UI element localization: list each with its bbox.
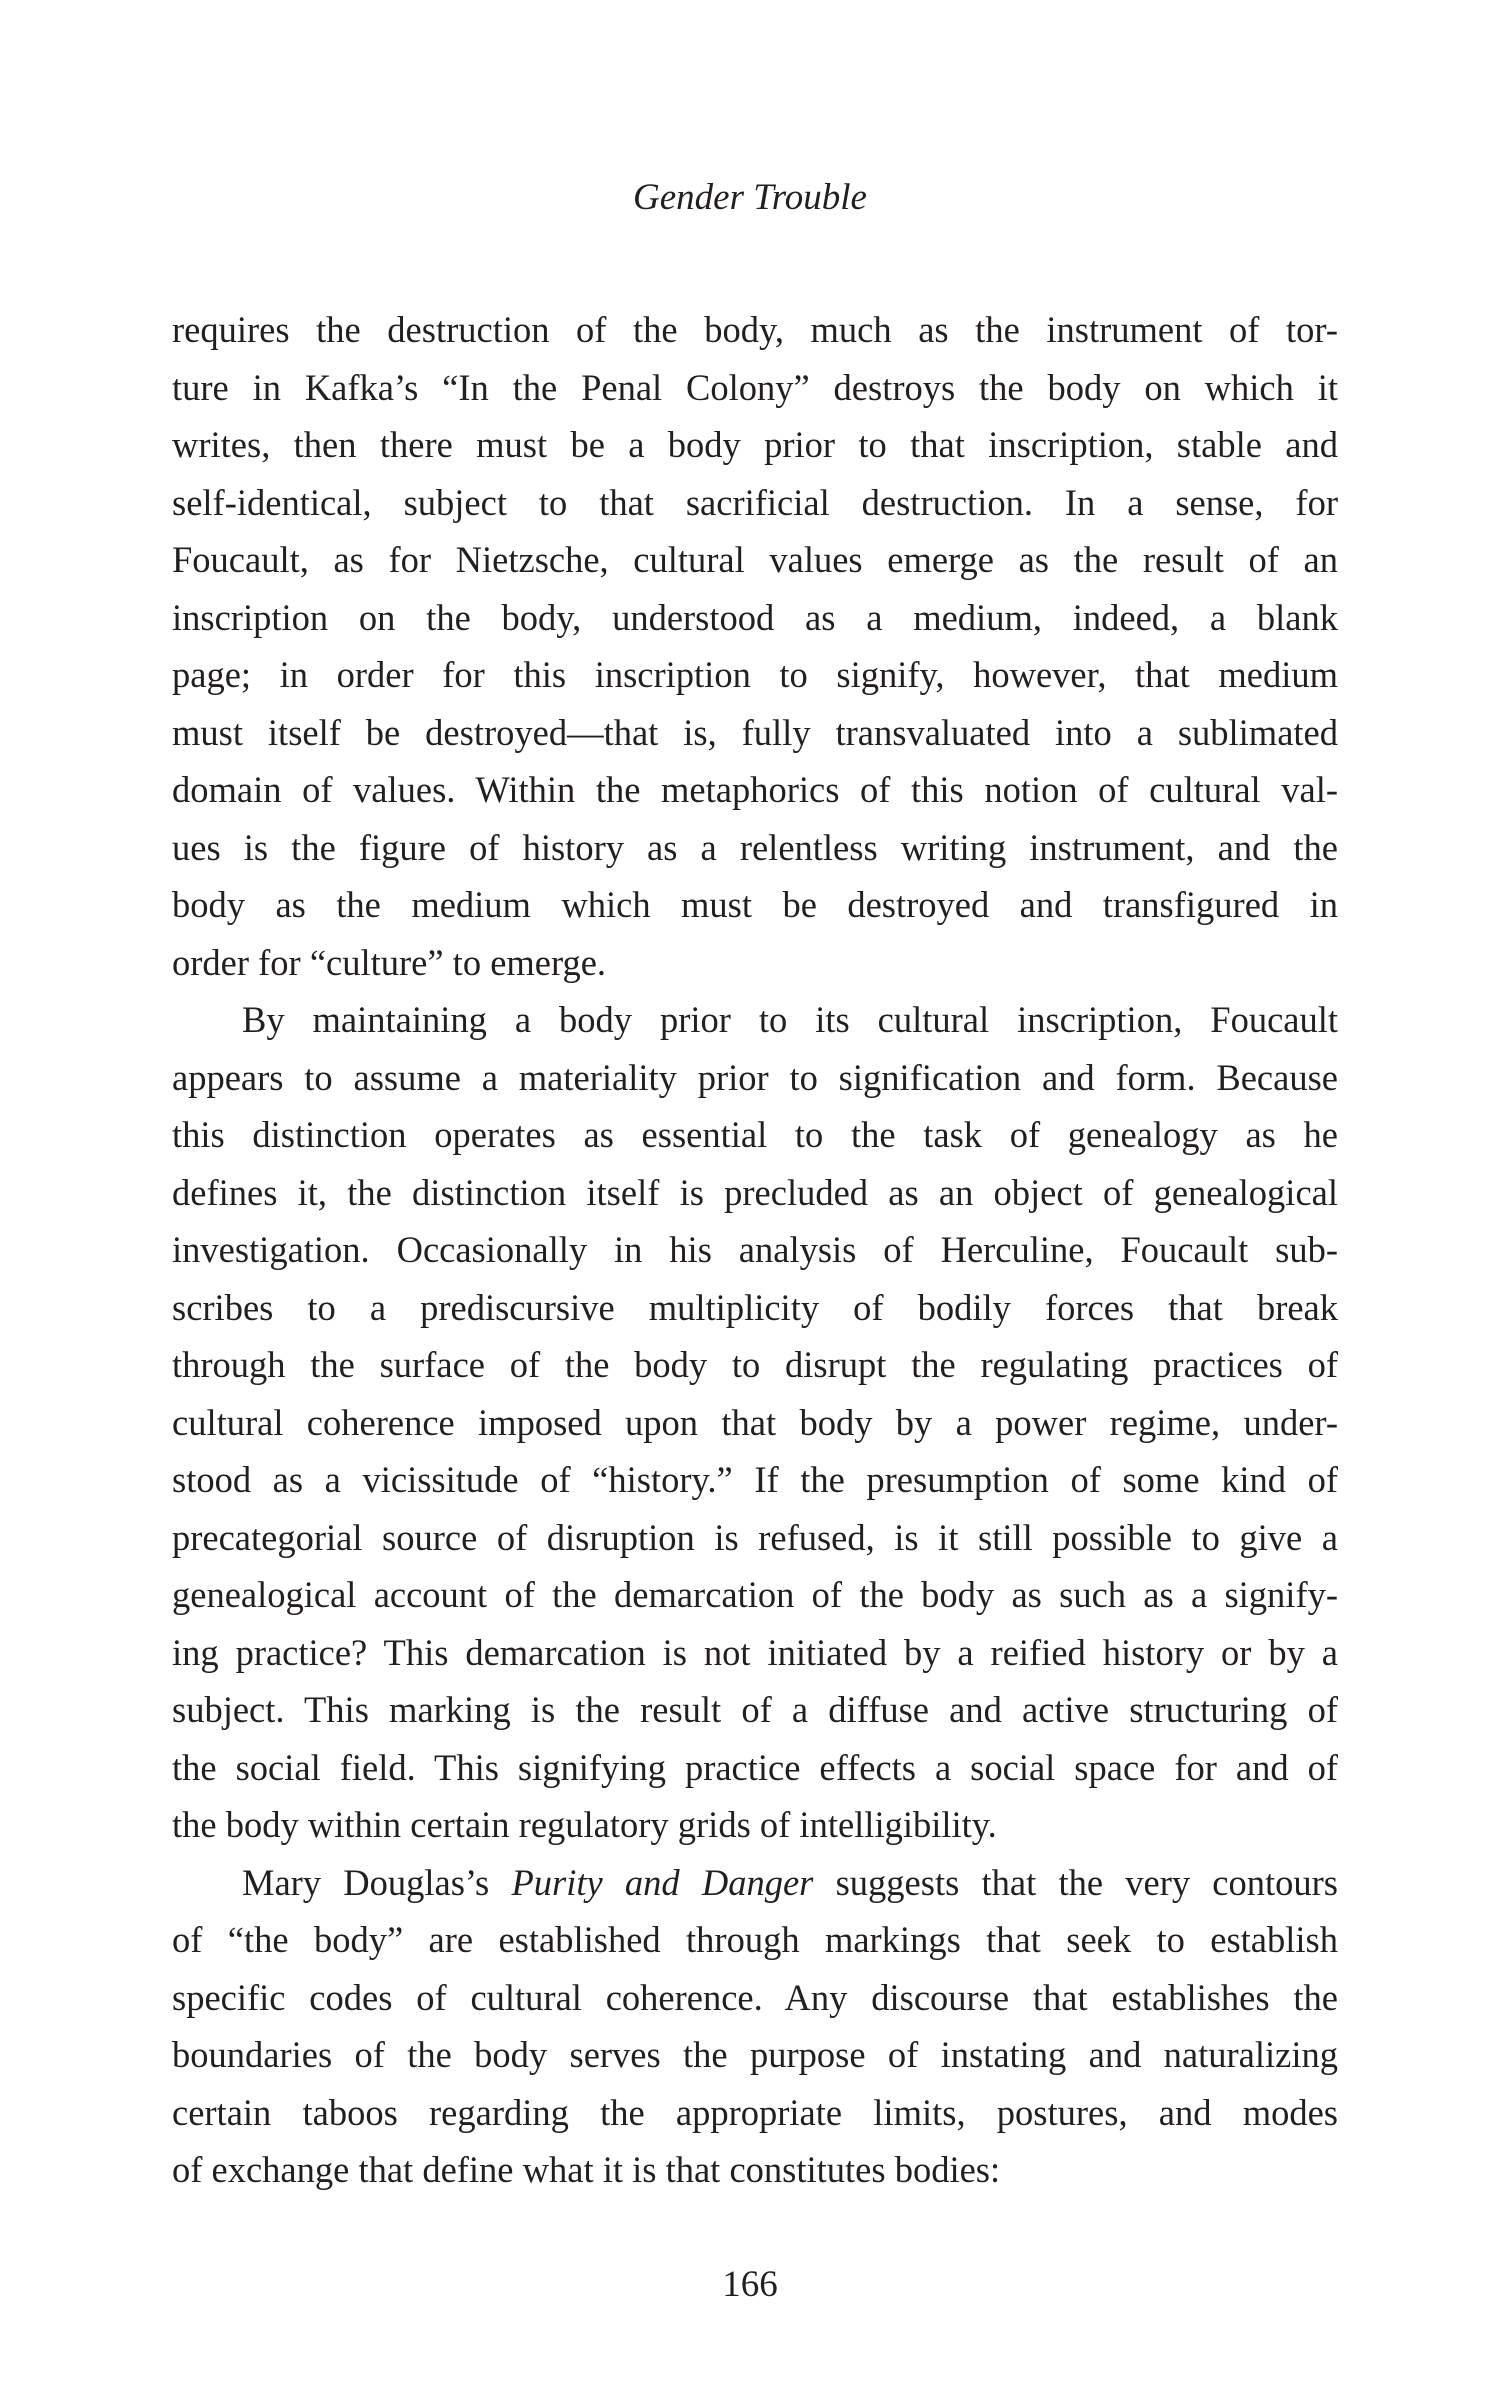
text-line: requires the destruction of the body, much as the instrument of tor- xyxy=(172,309,1338,350)
text-line: cultural coherence imposed upon that body by a power regime, under- xyxy=(172,1401,1338,1443)
text-line: the body within certain regulatory grids of intelligibility. xyxy=(172,1804,997,1845)
text-line: ues is the figure of history as a relentless writing instrument, and the xyxy=(172,826,1338,868)
text-line: boundaries of the body serves the purpose of instating and naturalizing xyxy=(172,2034,1338,2075)
text-line: this distinction operates as essential to the task of genealogy as he xyxy=(172,1114,1338,1155)
text-line: investigation. Occasionally in his analysis of Herculine, Foucault sub- xyxy=(172,1229,1338,1270)
text-line: of “the body” are established through markings that seek to establish xyxy=(172,1919,1338,1960)
text-line: domain of values. Within the metaphorics of this notion of cultural val- xyxy=(172,769,1338,810)
text-line: Foucault, as for Nietzsche, cultural values emerge as the result of an xyxy=(172,539,1338,580)
text-line: through the surface of the body to disrupt the regulating practices of xyxy=(172,1344,1338,1385)
paragraph-2 xyxy=(172,991,1338,1854)
text-line: inscription on the body, understood as a medium, indeed, a blank xyxy=(172,596,1338,638)
text-line: specific codes of cultural coherence. Any discourse that establishes the xyxy=(172,1976,1338,2018)
running-head: Gender Trouble xyxy=(633,177,867,218)
text-line: subject. This marking is the result of a diffuse and active structuring of xyxy=(172,1689,1338,1730)
text-line: precategorial source of disruption is refused, is it still possible to give a xyxy=(172,1516,1338,1558)
page-number: 166 xyxy=(722,2264,778,2305)
text-line xyxy=(172,1854,1338,1912)
text-line: page; in order for this inscription to signify, however, that medium xyxy=(172,654,1338,695)
body-text xyxy=(172,301,1338,2199)
text-line: certain taboos regarding the appropriate limits, postures, and modes xyxy=(172,2091,1338,2133)
text-line: body as the medium which must be destroyed and transfigured in xyxy=(172,884,1338,925)
paragraph-1 xyxy=(172,301,1338,991)
text-line: must itself be destroyed—that is, fully transvaluated into a sublimated xyxy=(172,711,1338,753)
text-line: writes, then there must be a body prior to that inscription, stable and xyxy=(172,424,1338,465)
text-line: ing practice? This demarcation is not initiated by a reified history or by a xyxy=(172,1631,1338,1673)
text-line: defines it, the distinction itself is precluded as an object of genealogical xyxy=(172,1171,1338,1213)
text-line: scribes to a prediscursive multiplicity of bodily forces that break xyxy=(172,1286,1338,1328)
text-line: By maintaining a body prior to its cultural inscription, Foucault xyxy=(242,999,1338,1040)
text-line: order for “culture” to emerge. xyxy=(172,941,607,983)
text-run: suggests that the very contours xyxy=(813,1861,1338,1903)
text-line: the social field. This signifying practice effects a social space for and of xyxy=(172,1746,1338,1788)
text-line: ture in Kafka’s “In the Penal Colony” destroys the body on which it xyxy=(172,366,1338,408)
paragraph-3 xyxy=(172,1854,1338,2199)
text-line: stood as a vicissitude of “history.” If the presumption of some kind of xyxy=(172,1459,1338,1500)
text-line: appears to assume a materiality prior to signification and form. Because xyxy=(172,1056,1338,1098)
text-line: genealogical account of the demarcation of the body as such as a signify- xyxy=(172,1574,1338,1615)
book-title: Purity and Danger xyxy=(511,1861,814,1903)
text-run: Mary Douglas’s xyxy=(242,1861,512,1903)
text-line: of exchange that define what it is that constitutes bodies: xyxy=(172,2149,1001,2190)
text-line: self-identical, subject to that sacrificial destruction. In a sense, for xyxy=(172,481,1338,523)
